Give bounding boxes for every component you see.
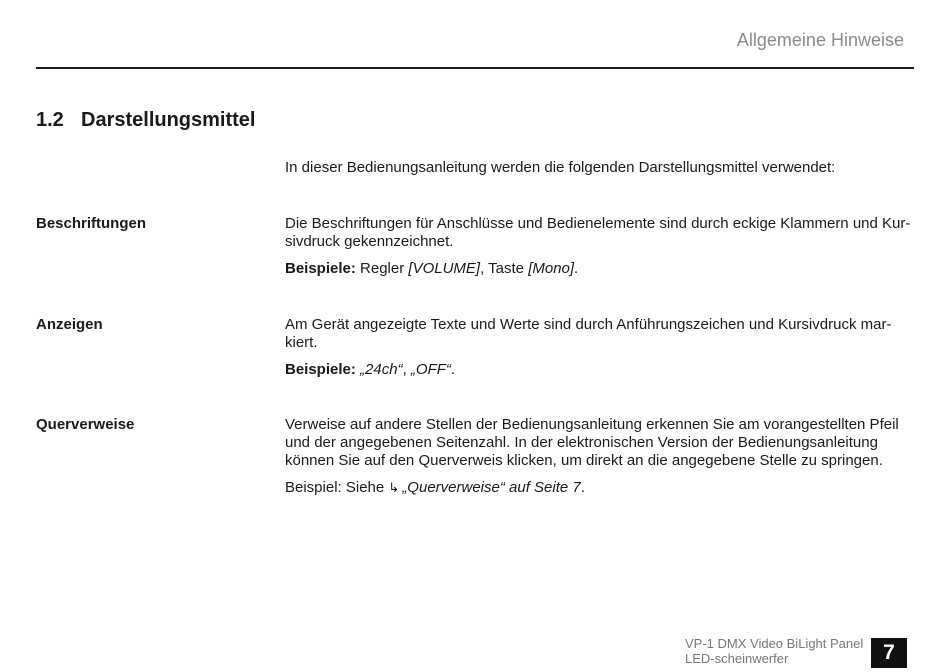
item-label-anzeigen: Anzeigen (36, 316, 103, 333)
example-text: . (574, 260, 579, 277)
example-text: . (580, 479, 585, 496)
cross-reference-arrow-icon: ↳ (388, 480, 400, 495)
cross-reference-link[interactable] (388, 479, 580, 496)
section-intro: In dieser Bedienungsanleitung werden die folgenden Darstellungsmittel verwendet: (285, 159, 836, 176)
example-control-name: [VOLUME] (408, 260, 481, 277)
footer-subtitle: LED-scheinwerfer (685, 651, 789, 666)
description-line: können Sie auf den Querverweis klicken, um direkt an die angegebene Stelle zu springen. (285, 452, 883, 469)
page-number: 7 (871, 638, 907, 668)
section-number: 1.2 (36, 109, 64, 131)
item-description-beschriftungen (285, 215, 910, 251)
description-line: Am Gerät angezeigte Texte und Werte sind durch Anführungszeichen und Kursivdruck mar- (285, 316, 892, 333)
example-text: Regler (355, 260, 409, 277)
section-title: Darstellungsmittel (81, 109, 256, 131)
item-example-anzeigen (285, 361, 455, 378)
description-line: Die Beschriftungen für Anschlüsse und Bedienelemente sind durch eckige Klammern und Kur- (285, 215, 911, 232)
example-prefix: Beispiele: (285, 260, 356, 277)
header-divider (36, 67, 914, 69)
page-header-title: Allgemeine Hinweise (736, 30, 904, 50)
example-text: , Taste (480, 260, 529, 277)
example-text: , (402, 361, 411, 378)
example-display-value: „24ch“ (360, 361, 403, 378)
description-line: sivdruck gekennzeichnet. (285, 233, 454, 250)
description-line: kiert. (285, 334, 318, 351)
item-example-beschriftungen (285, 260, 578, 277)
item-label-beschriftungen: Beschriftungen (36, 215, 147, 232)
item-example-querverweise (285, 479, 585, 496)
example-prefix: Beispiel: Siehe (285, 479, 389, 496)
description-line: Verweise auf andere Stellen der Bedienungsanleitung erkennen Sie am vorangestellten Pfeil (285, 416, 899, 433)
example-display-value: „OFF“ (410, 361, 451, 378)
item-description-anzeigen (285, 316, 910, 352)
footer (685, 636, 863, 666)
example-prefix: Beispiele: (285, 361, 356, 378)
section-heading (36, 109, 255, 132)
item-label-querverweise: Querverweise (36, 416, 135, 433)
example-control-name: [Mono] (528, 260, 575, 277)
cross-reference-link-text: „Querverweise“ auf Seite 7 (402, 479, 581, 496)
description-line: und der angegebenen Seitenzahl. In der elektronischen Version der Bedienungsanleitung (285, 434, 878, 451)
example-text: . (450, 361, 456, 378)
footer-product-name: VP-1 DMX Video BiLight Panel (685, 636, 864, 651)
item-description-querverweise (285, 416, 910, 470)
